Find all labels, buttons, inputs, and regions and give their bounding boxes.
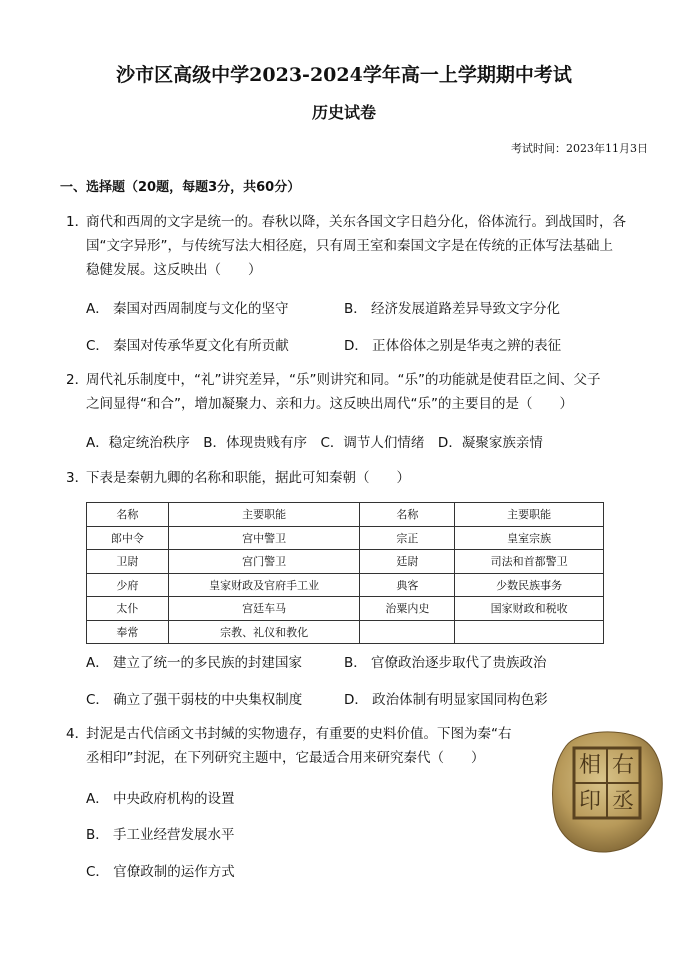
option-b: B． 手工业经营发展水平 <box>86 827 235 843</box>
exam-title: 沙市区高级中学2023-2024学年高一上学期期中考试 <box>116 64 572 86</box>
table-row <box>87 573 604 597</box>
table-cell: 治粟内史 <box>360 597 455 621</box>
option-row: A．稳定统治秩序 B．体现贵贱有序 C．调节人们情绪 D．凝聚家族亲情 <box>86 435 543 451</box>
question-text: 稳健发展。这反映出（ ） <box>86 262 262 278</box>
option-d: D． 政治体制有明显家国同构色彩 <box>344 692 548 708</box>
option-a: A． 中央政府机构的设置 <box>86 791 235 807</box>
question-text: 之间显得“和合”，增加凝聚力、亲和力。这反映出周代“乐”的主要目的是（ ） <box>86 396 573 412</box>
seal-char: 丞 <box>611 789 635 814</box>
table-header-cell: 名称 <box>360 503 455 527</box>
table-cell: 卫尉 <box>87 550 169 574</box>
option-a: A． 秦国对西周制度与文化的坚守 <box>86 301 289 317</box>
question-text: 周代礼乐制度中，“礼”讲究差异，“乐”则讲究和同。“乐”的功能就是使君臣之间、父子 <box>86 372 601 388</box>
table-row <box>87 620 604 644</box>
exam-subtitle: 历史试卷 <box>311 103 376 122</box>
clay-seal-image <box>548 726 666 854</box>
table-cell: 司法和首都警卫 <box>455 550 604 574</box>
table-cell: 郎中令 <box>87 526 169 550</box>
table-cell: 少府 <box>87 573 169 597</box>
question-text: 国“文字异形”，与传统写法大相径庭，只有周王室和秦国文字是在传统的正体写法基础上 <box>86 238 613 254</box>
table-cell: 宗正 <box>360 526 455 550</box>
section-heading: 一、选择题（20题，每题3分，共60分） <box>60 180 301 195</box>
nine-ministers-table <box>86 502 604 644</box>
question-text: 丞相印”封泥，在下列研究主题中，它最适合用来研究秦代（ ） <box>86 750 485 766</box>
option-c: C． 秦国对传承华夏文化有所贡献 <box>86 338 289 354</box>
table-cell: 宫中警卫 <box>168 526 360 550</box>
option-b: B． 经济发展道路差异导致文字分化 <box>344 301 561 317</box>
table-cell: 宫廷车马 <box>168 597 360 621</box>
question-text: 封泥是古代信函文书封缄的实物遗存，有重要的史料价值。下图为秦“右 <box>86 726 512 742</box>
table-header-row <box>87 503 604 527</box>
table-cell: 皇家财政及官府手工业 <box>168 573 360 597</box>
question-number: 3． <box>66 470 89 486</box>
table-header-cell: 主要职能 <box>455 503 604 527</box>
table-header-cell: 主要职能 <box>168 503 360 527</box>
question-4 <box>66 722 546 770</box>
table-cell: 宫门警卫 <box>168 550 360 574</box>
table-cell: 典客 <box>360 573 455 597</box>
question-2 <box>66 368 646 416</box>
question-number: 1． <box>66 214 89 230</box>
table-cell: 少数民族事务 <box>455 573 604 597</box>
question-text: 下表是秦朝九卿的名称和职能，据此可知秦朝（ ） <box>86 470 410 486</box>
table-cell: 廷尉 <box>360 550 455 574</box>
table-cell: 太仆 <box>87 597 169 621</box>
question-number: 2． <box>66 372 89 388</box>
seal-char: 右 <box>611 753 635 778</box>
table-row <box>87 550 604 574</box>
option-c: C． 官僚政制的运作方式 <box>86 864 235 880</box>
table-cell: 国家财政和税收 <box>455 597 604 621</box>
table-row <box>87 597 604 621</box>
table-cell: 宗教、礼仪和教化 <box>168 620 360 644</box>
option-d: D． 正体俗体之别是华夷之辨的表征 <box>344 338 562 354</box>
table-cell: 奉常 <box>87 620 169 644</box>
seal-char: 印 <box>578 789 602 814</box>
seal-char: 相 <box>578 753 602 778</box>
question-1 <box>66 210 646 282</box>
exam-time: 考试时间：2023年11月3日 <box>511 142 648 155</box>
option-a: A． 建立了统一的多民族的封建国家 <box>86 655 303 671</box>
option-b: B． 官僚政治逐步取代了贵族政治 <box>344 655 547 671</box>
table-cell: 皇室宗族 <box>455 526 604 550</box>
table-row <box>87 526 604 550</box>
table-cell <box>455 620 604 644</box>
question-text: 商代和西周的文字是统一的。春秋以降，关东各国文字日趋分化，俗体流行。到战国时，各 <box>86 214 626 230</box>
table-cell <box>360 620 455 644</box>
question-number: 4． <box>66 726 89 742</box>
question-3 <box>66 466 646 490</box>
option-c: C． 确立了强干弱枝的中央集权制度 <box>86 692 303 708</box>
table-header-cell: 名称 <box>87 503 169 527</box>
